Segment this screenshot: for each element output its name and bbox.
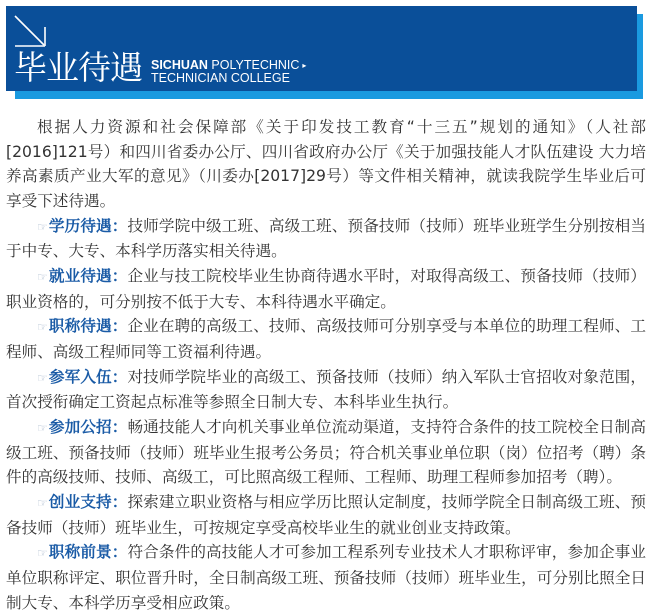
benefit-label: 创业支持：	[48, 493, 128, 512]
benefit-item-employment	[6, 264, 646, 314]
pointing-hand-icon: ☞	[37, 496, 48, 511]
page-title: 毕业待遇	[14, 48, 142, 87]
benefit-item-title	[6, 314, 646, 364]
benefits-content	[6, 115, 646, 615]
benefit-text: 探索建立职业资格与相应学历比照认定制度，技师学院全日制高级工班、预备技师（技师）班毕业生，可按规定享受高校毕业生的就业创业支持政策。	[6, 493, 646, 537]
benefit-item-entrepreneurship	[6, 490, 646, 540]
section-banner	[6, 6, 637, 91]
benefit-item-civil-service	[6, 415, 646, 490]
college-name-line2: TECHNICIAN COLLEGE	[151, 71, 290, 85]
benefit-label: 就业待遇：	[48, 267, 128, 286]
pointing-hand-icon: ☞	[37, 421, 48, 436]
benefit-item-title-prospects	[6, 540, 646, 615]
benefit-text: 企业与技工院校毕业生协商待遇水平时，对取得高级工、预备技师（技师）职业资格的，可分别按不低于大专、本科待遇水平确定。	[6, 267, 646, 311]
benefit-text: 对技师学院毕业的高级工、预备技师（技师）纳入军队士官招收对象范围，首次授衔确定工资起点标准等参照全日制大专、本科毕业生执行。	[6, 367, 646, 412]
benefit-text: 技师学院中级工班、高级工班、预备技师（技师）班毕业班学生分别按相当于中专、大专、本科学历落实相关待遇。	[6, 216, 646, 261]
arrow-down-right-icon	[14, 15, 46, 47]
benefit-text: 畅通技能人才向机关事业单位流动渠道，支持符合条件的技工院校全日制高级工班、预备技师（技师）班毕业生报考公务员；符合机关事业单位职（岗）位招考（聘）条件的高级技师、技师、高级工，可比照高级工程师、工程师、助理工程师参加招考（聘）。	[6, 418, 646, 487]
college-name-en	[151, 59, 306, 85]
college-name-rest: POLYTECHNIC	[207, 58, 300, 72]
benefit-item-military	[6, 365, 646, 415]
pointing-hand-icon: ☞	[37, 320, 48, 335]
pointing-hand-icon: ☞	[37, 270, 48, 285]
benefit-item-education	[6, 214, 646, 264]
intro-paragraph: 根据人力资源和社会保障部《关于印发技工教育“十三五”规划的通知》（人社部[2016]121号）和四川省委办公厅、四川省政府办公厅《关于加强技能人才队伍建设 大力培养高素质产业大军的意见》（川委办[2017]29号）等文件相关精神，就读我院学生毕业后可享受下述待遇。	[6, 118, 646, 211]
benefit-label: 参加公招：	[48, 418, 128, 437]
benefit-label: 学历待遇：	[48, 216, 128, 235]
college-name-bold: SICHUAN	[151, 58, 208, 72]
benefit-text: 企业在聘的高级工、技师、高级技师可分别享受与本单位的助理工程师、工程师、高级工程师同等工资福利待遇。	[6, 317, 646, 362]
benefit-label: 职称前景：	[48, 543, 128, 562]
benefit-label: 参军入伍：	[48, 367, 128, 386]
benefit-label: 职称待遇：	[48, 317, 128, 336]
triangle-right-icon: ▸	[302, 61, 307, 70]
pointing-hand-icon: ☞	[37, 219, 48, 234]
pointing-hand-icon: ☞	[37, 370, 48, 385]
pointing-hand-icon: ☞	[37, 546, 48, 561]
benefit-text: 符合条件的高技能人才可参加工程系列专业技术人才职称评审，参加企事业单位职称评定、职位晋升时，全日制高级工班、预备技师（技师）班毕业生，可分别比照全日制大专、本科学历享受相应政策。	[6, 543, 646, 612]
